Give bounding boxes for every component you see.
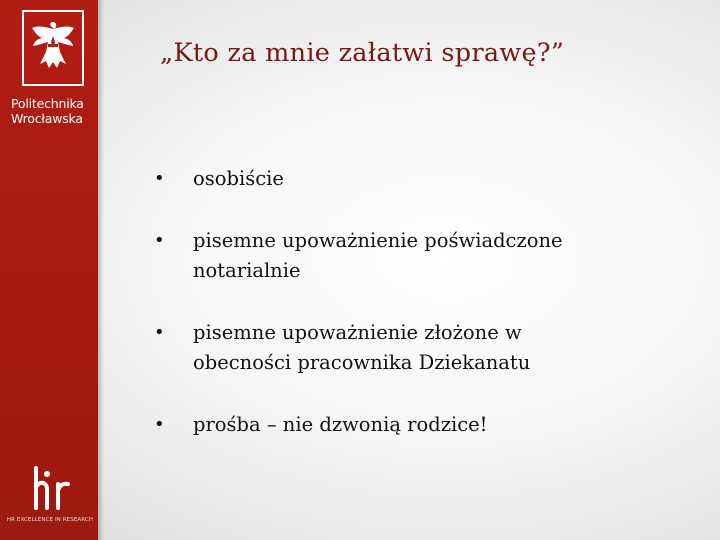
university-name xyxy=(11,96,95,126)
bullet-line: pisemne upoważnienie złożone w xyxy=(193,321,522,344)
slide-title: „Kto za mnie załatwi sprawę?” xyxy=(160,38,565,68)
university-name-line1: Politechnika xyxy=(11,96,84,111)
bullet-text xyxy=(193,164,633,194)
bullet-text xyxy=(193,410,633,440)
bullet-marker: • xyxy=(154,322,165,343)
eagle-crest-icon xyxy=(22,10,84,86)
bullet-line: pisemne upoważnienie poświadczone xyxy=(193,229,563,252)
hr-excellence-logo-icon xyxy=(28,464,72,516)
bullet-marker: • xyxy=(154,230,165,251)
sidebar-panel xyxy=(0,0,98,540)
bullet-line: notarialnie xyxy=(193,259,301,282)
bullet-marker: • xyxy=(154,414,165,435)
hr-caption: HR EXCELLENCE IN RESEARCH xyxy=(6,517,94,523)
sidebar-shadow xyxy=(98,0,104,540)
university-name-line2: Wrocławska xyxy=(11,111,83,126)
bullet-line: osobiście xyxy=(193,167,284,190)
bullet-line: prośba – nie dzwonią rodzice! xyxy=(193,413,488,436)
bullet-text xyxy=(193,318,633,378)
bullet-text xyxy=(193,226,633,286)
bullet-marker: • xyxy=(154,168,165,189)
bullet-line: obecności pracownika Dziekanatu xyxy=(193,351,531,374)
